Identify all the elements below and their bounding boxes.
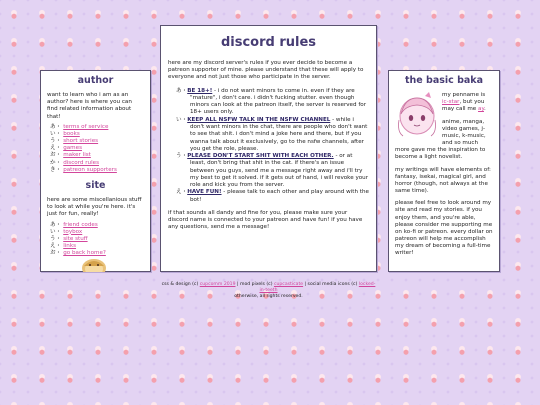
baka-paragraph-2: anime, manga, video games, j-music, k-music, and so much more gave me the inspiration to become a light novelist. — [395, 118, 486, 161]
author-link[interactable]: terms of service — [63, 123, 109, 130]
rule-heading: BE 18+! — [187, 87, 213, 94]
kana-bullet: お・ — [50, 152, 62, 159]
author-item — [50, 167, 144, 174]
kana-bullet: あ・ — [50, 221, 62, 228]
kana-bullet: え・ — [50, 145, 62, 152]
site-footer — [160, 282, 377, 301]
author-link[interactable]: short stories — [63, 138, 99, 145]
author-heading: author — [77, 75, 114, 86]
site-link[interactable]: toybox — [63, 228, 83, 235]
basic-baka-panel — [388, 70, 500, 272]
kana-bullet: え・ — [50, 242, 62, 249]
author-link[interactable]: discord rules — [63, 159, 100, 166]
site-intro: here are some miscellanious stuff to look at while you're here. it's just for fun, really! — [47, 197, 142, 218]
author-link[interactable]: games — [63, 145, 82, 152]
site-item — [50, 236, 144, 243]
author-item — [50, 124, 144, 131]
footer-link-cupcomm[interactable]: cupcomm 2019 — [199, 282, 236, 287]
footer-credits: css & design (c) cupcomm 2019 | mod pixels (c) cupcasticate | social media icons (c) locked-in-teeth — [161, 282, 376, 294]
rules-heading: discord rules — [220, 35, 317, 50]
penname-link[interactable]: ic-star — [442, 99, 460, 106]
author-panel — [40, 70, 151, 272]
site-item — [50, 229, 144, 236]
footer-link-cupcasticate[interactable]: cupcasticate — [273, 282, 304, 287]
rules-intro: here are my discord server's rules if you ever decide to become a patreon supporter of mine. please understand that these will apply to everyone and not just those who participate in the server. — [168, 59, 364, 81]
baka-paragraph-4: please feel free to look around my site and read my stories. if you enjoy them, and you're able, please consider me supporting me on ko-fi or patreon. every dollar on patreon will help me accomplish my dream of becoming a full-time writer! — [395, 200, 493, 257]
site-link[interactable]: links — [63, 242, 77, 249]
kana-bullet: い・ — [50, 130, 62, 137]
site-heading: site — [85, 179, 106, 191]
rule-heading: KEEP ALL NSFW TALK IN THE NSFW CHANNEL — [187, 116, 331, 123]
rule-item — [176, 153, 369, 189]
kana-bullet: か・ — [50, 159, 62, 166]
rule-heading: HAVE FUN! — [187, 189, 222, 196]
kana-bullet: う・ — [176, 153, 188, 160]
kana-bullet: え・ — [176, 189, 188, 196]
author-avatar-sketch — [395, 92, 439, 138]
rule-item — [176, 116, 369, 153]
rule-text: - i do not want minors to come in. even if they are "mature", i don't care. i didn't fucking stutter. even though minors can look at the patreon itself, the server is reserved for 18+ users only. — [190, 87, 367, 116]
kana-bullet: あ・ — [50, 123, 62, 130]
nickname-link[interactable]: ay — [478, 106, 484, 113]
rule-text: - please talk to each other and play around with the bot! — [190, 189, 369, 203]
author-item — [50, 160, 144, 167]
site-item — [50, 222, 144, 229]
kana-bullet: お・ — [50, 250, 62, 257]
rule-item — [176, 87, 369, 117]
baka-intro: my penname is ic-star, but you may call me ay. — [442, 92, 486, 113]
rule-item — [176, 189, 369, 204]
footer-link-locked-in-teeth[interactable]: locked-in-teeth — [259, 282, 376, 294]
rule-text: - while i don't want minors in the chat, there are people who don't want to see that shit. i don't mind a joke here and there, but if you wanna talk about it exclusively, go to the nsfw channels, after you get the role, please. — [190, 116, 368, 152]
discord-rules-panel — [160, 25, 377, 272]
kana-bullet: い・ — [176, 116, 188, 123]
kana-bullet: あ・ — [176, 87, 188, 94]
footer-rights: otherwise, all rights reserved. — [234, 294, 303, 300]
baka-paragraph-3: my writings will have elements of: fantasy, isekai, magical girl, and horror (though, not always at the same time). — [395, 166, 491, 195]
rules-outro: if that sounds all dandy and fine for you, please make sure your discord name is connected to your patreon and have fun! if you have any questions, send me a message! — [168, 209, 363, 231]
baka-heading: the basic baka — [404, 75, 484, 86]
rule-list — [176, 87, 369, 204]
author-link-list — [50, 124, 144, 174]
author-intro: want to learn who i am as an author? here is where you can find related information about that! — [47, 92, 132, 120]
author-item — [50, 152, 144, 159]
kana-bullet: う・ — [50, 235, 62, 242]
site-link[interactable]: site stuff — [63, 235, 88, 242]
kana-bullet: き・ — [50, 166, 62, 173]
author-link[interactable]: patreon supporters — [63, 166, 117, 173]
kana-bullet: う・ — [50, 138, 62, 145]
rule-heading: PLEASE DON'T START SHIT WITH EACH OTHER. — [187, 153, 334, 160]
author-link[interactable]: books — [63, 130, 80, 137]
kana-bullet: い・ — [50, 228, 62, 235]
rule-text: - or at least, don't bring that shit in the cat. if there's an issue between you guys, send me a message right away and i'll try my best to get it solved. if it gets out of hand, i will revoke your role and kick you from the server. — [190, 153, 369, 189]
pixel-doll-sticker — [80, 256, 108, 272]
author-link[interactable]: maker list — [63, 152, 91, 159]
site-link[interactable]: friend codes — [63, 221, 98, 228]
site-link-list — [50, 222, 144, 258]
site-link[interactable]: go back home? — [63, 250, 106, 257]
